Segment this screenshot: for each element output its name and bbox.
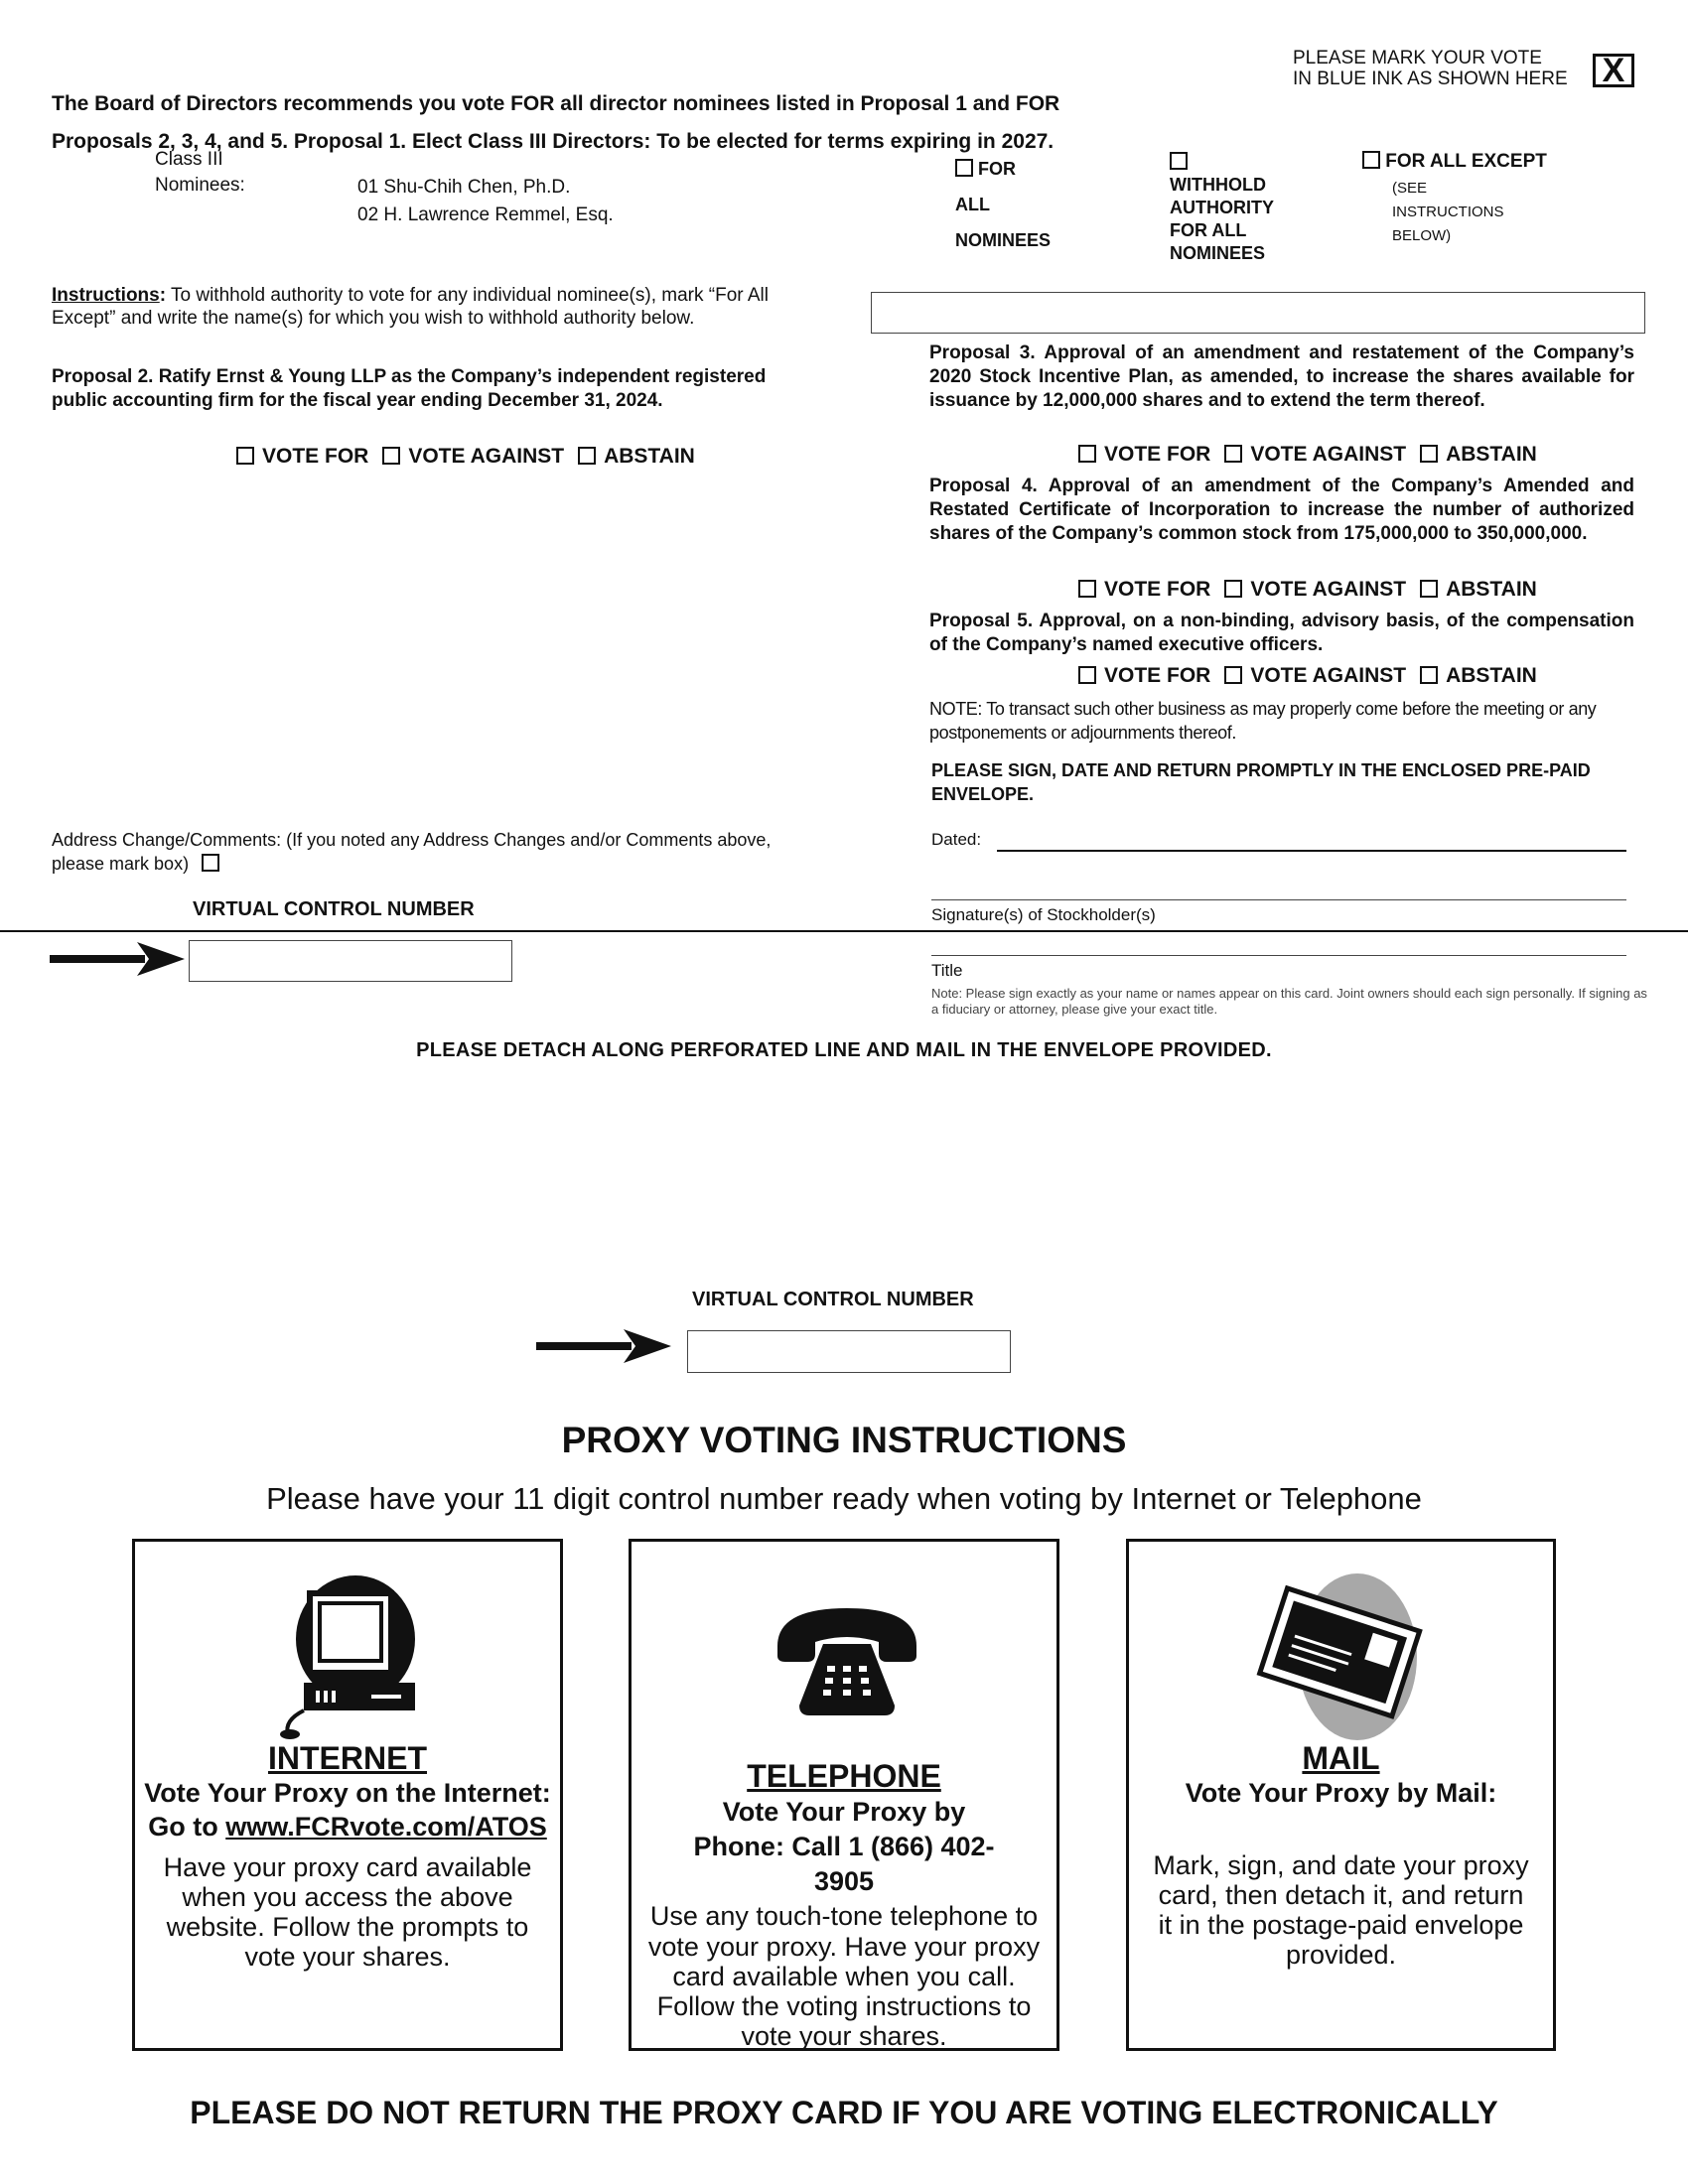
except-label-2: (SEE: [1392, 180, 1428, 197]
p5-vote-for-checkbox[interactable]: [1078, 666, 1096, 684]
for-all-label-2: ALL: [955, 195, 990, 214]
withhold-checkbox[interactable]: [1170, 152, 1188, 170]
withhold-label-3: FOR ALL: [1170, 220, 1247, 240]
nominees-label: Nominees:: [155, 175, 245, 196]
proposal-3-text: Proposal 3. Approval of an amendment and restatement of the Company’s 2020 Stock Incentive Plan, as amended, to increase the shares available for issuance by 12,000,000 shares and to extend the term thereof.: [929, 342, 1634, 411]
address-change-text: Address Change/Comments: (If you noted any Address Changes and/or Comments above, please mark box): [52, 830, 772, 874]
address-change-checkbox[interactable]: [202, 854, 219, 872]
p3-vote-against-label: VOTE AGAINST: [1250, 443, 1407, 466]
title-line[interactable]: [931, 955, 1626, 956]
p5-vote-for-label: VOTE FOR: [1104, 664, 1211, 687]
p5-abstain-checkbox[interactable]: [1420, 666, 1438, 684]
signature-line[interactable]: [931, 899, 1626, 900]
dated-line[interactable]: [997, 850, 1626, 852]
withhold-names-input[interactable]: [871, 292, 1645, 334]
proxy-voting-title: PROXY VOTING INSTRUCTIONS: [561, 1420, 1127, 1460]
proposal-2-vote-row[interactable]: [236, 445, 695, 469]
proposal-2-text: Proposal 2. Ratify Ernst & Young LLP as the Company’s independent registered public accounting firm for the fiscal year ending December 31, 2024.: [52, 366, 767, 411]
for-all-label-3: NOMINEES: [955, 230, 1052, 250]
mark-vote-line-2: IN BLUE INK AS SHOWN HERE: [1293, 68, 1568, 89]
p2-vote-for-label: VOTE FOR: [262, 445, 369, 468]
instructions-text: To withhold authority to vote for any individual nominee(s), mark “For All Except” and write the name(s) for which you wish to withhold authority below.: [52, 285, 769, 329]
except-label-4: BELOW): [1392, 227, 1452, 244]
p4-vote-against-label: VOTE AGAINST: [1250, 578, 1407, 601]
signature-label: Signature(s) of Stockholder(s): [931, 905, 1156, 924]
p4-abstain-checkbox[interactable]: [1420, 580, 1438, 598]
detach-notice: PLEASE DETACH ALONG PERFORATED LINE AND MAIL IN THE ENVELOPE PROVIDED.: [416, 1039, 1272, 1061]
telephone-body: Use any touch-tone telephone to vote your proxy. Have your proxy card available when you call. Follow the voting instructions to vote your shares.: [647, 1901, 1041, 2052]
p5-vote-against-label: VOTE AGAINST: [1250, 664, 1407, 687]
mail-body: Mark, sign, and date your proxy card, then detach it, and return it in the postage-paid envelope provided.: [1153, 1849, 1529, 1971]
arrow-icon: [50, 942, 185, 976]
p2-abstain-label: ABSTAIN: [604, 445, 695, 468]
footer-notice: PLEASE DO NOT RETURN THE PROXY CARD IF YOU ARE VOTING ELECTRONICALLY: [190, 2095, 1498, 2130]
proposal-3-vote-row[interactable]: [1078, 443, 1537, 467]
computer-icon: [264, 1571, 433, 1740]
p5-abstain-label: ABSTAIN: [1446, 664, 1537, 687]
withhold-label-2: AUTHORITY: [1170, 198, 1274, 217]
p3-abstain-checkbox[interactable]: [1420, 445, 1438, 463]
dated-label: Dated:: [931, 830, 982, 849]
proposal-4-vote-row[interactable]: [1078, 578, 1537, 602]
mark-example-box: [1593, 54, 1634, 87]
for-all-label-1: FOR: [978, 159, 1017, 179]
title-label: Title: [931, 961, 963, 980]
virtual-control-label-bottom: VIRTUAL CONTROL NUMBER: [692, 1289, 974, 1310]
p3-abstain-label: ABSTAIN: [1446, 443, 1537, 466]
virtual-control-input-top[interactable]: [189, 940, 512, 982]
internet-sub-prefix: Go to: [148, 1811, 226, 1842]
board-rec-line-1: The Board of Directors recommends you vote FOR all director nominees listed in Proposal 1 and FOR: [52, 92, 1060, 115]
p4-abstain-label: ABSTAIN: [1446, 578, 1537, 601]
instructions-block: [52, 284, 826, 330]
p4-vote-for-checkbox[interactable]: [1078, 580, 1096, 598]
p3-vote-against-checkbox[interactable]: [1224, 445, 1242, 463]
nominee-2: 02 H. Lawrence Remmel, Esq.: [357, 205, 614, 225]
telephone-icon: [768, 1596, 926, 1725]
mail-sub: Vote Your Proxy by Mail:: [1185, 1778, 1497, 1808]
p4-vote-against-checkbox[interactable]: [1224, 580, 1242, 598]
address-change-block: [52, 828, 806, 876]
proposal-4-text: Proposal 4. Approval of an amendment of the Company’s Amended and Restated Certificate of Incorporation to increase the number of authorized shares of the Company’s common stock from 175,000,000 to 350,000,000.: [929, 476, 1634, 544]
p5-vote-against-checkbox[interactable]: [1224, 666, 1242, 684]
option-for-all-nominees[interactable]: [955, 151, 1051, 258]
p2-vote-for-checkbox[interactable]: [236, 447, 254, 465]
p4-vote-for-label: VOTE FOR: [1104, 578, 1211, 601]
perforation-line: [0, 930, 1688, 932]
except-label-1: FOR ALL EXCEPT: [1385, 151, 1547, 172]
withhold-label-4: NOMINEES: [1170, 243, 1266, 263]
for-all-checkbox[interactable]: [955, 159, 973, 177]
internet-title: INTERNET: [268, 1740, 427, 1776]
proposal-5-vote-row[interactable]: [1078, 664, 1537, 688]
p2-vote-against-checkbox[interactable]: [382, 447, 400, 465]
telephone-sub: Vote Your Proxy by Phone: Call 1 (866) 402-3905: [693, 1797, 995, 1897]
proposal-5-text: Proposal 5. Approval, on a non-binding, advisory basis, of the compensation of the Company’s named executive officers.: [929, 611, 1634, 655]
nominee-1: 01 Shu-Chih Chen, Ph.D.: [357, 177, 571, 198]
instructions-colon: :: [159, 285, 167, 306]
virtual-control-label-top: VIRTUAL CONTROL NUMBER: [193, 898, 475, 920]
telephone-title: TELEPHONE: [747, 1758, 941, 1794]
note-other-business: NOTE: To transact such other business as may properly come before the meeting or any postponements or adjournments thereof.: [929, 699, 1597, 743]
withhold-label-1: WITHHOLD: [1170, 175, 1266, 195]
x-mark-icon: X: [1602, 52, 1625, 89]
for-all-except-checkbox[interactable]: [1362, 151, 1380, 169]
internet-panel: [132, 1539, 563, 2051]
mail-panel: [1126, 1539, 1556, 2051]
class-label: Class III: [155, 149, 223, 170]
p3-vote-for-checkbox[interactable]: [1078, 445, 1096, 463]
option-withhold-all[interactable]: [1170, 151, 1274, 265]
arrow-icon: [536, 1329, 671, 1363]
mail-envelope-icon: [1248, 1570, 1427, 1748]
sign-prompt: PLEASE SIGN, DATE AND RETURN PROMPTLY IN THE ENCLOSED PRE-PAID ENVELOPE.: [931, 760, 1591, 804]
mail-title: MAIL: [1302, 1740, 1380, 1776]
board-rec-line-2: Proposals 2, 3, 4, and 5. Proposal 1. Elect Class III Directors: To be elected for terms expiring in 2027.: [52, 130, 1055, 153]
internet-url-link[interactable]: www.FCRvote.com/ATOS: [225, 1811, 547, 1842]
signature-note: Note: Please sign exactly as your name or names appear on this card. Joint owners should each sign personally. If signing as a fiduciary or attorney, please give your exact title.: [931, 986, 1647, 1017]
internet-sub-1: Vote Your Proxy on the Internet:: [144, 1778, 551, 1808]
mark-vote-instruction: [1293, 48, 1568, 89]
internet-body: Have your proxy card available when you access the above website. Follow the prompts to vote your shares.: [163, 1851, 532, 1973]
telephone-panel: [629, 1539, 1059, 2051]
instructions-label: Instructions: [52, 285, 160, 306]
option-for-all-except[interactable]: [1362, 151, 1547, 248]
except-label-3: INSTRUCTIONS: [1392, 204, 1504, 220]
p3-vote-for-label: VOTE FOR: [1104, 443, 1211, 466]
virtual-control-input-bottom[interactable]: [687, 1330, 1011, 1373]
proxy-voting-subtitle: Please have your 11 digit control number ready when voting by Internet or Telephone: [266, 1481, 1422, 1516]
mark-vote-line-1: PLEASE MARK YOUR VOTE: [1293, 48, 1542, 68]
p2-vote-against-label: VOTE AGAINST: [408, 445, 565, 468]
p2-abstain-checkbox[interactable]: [578, 447, 596, 465]
